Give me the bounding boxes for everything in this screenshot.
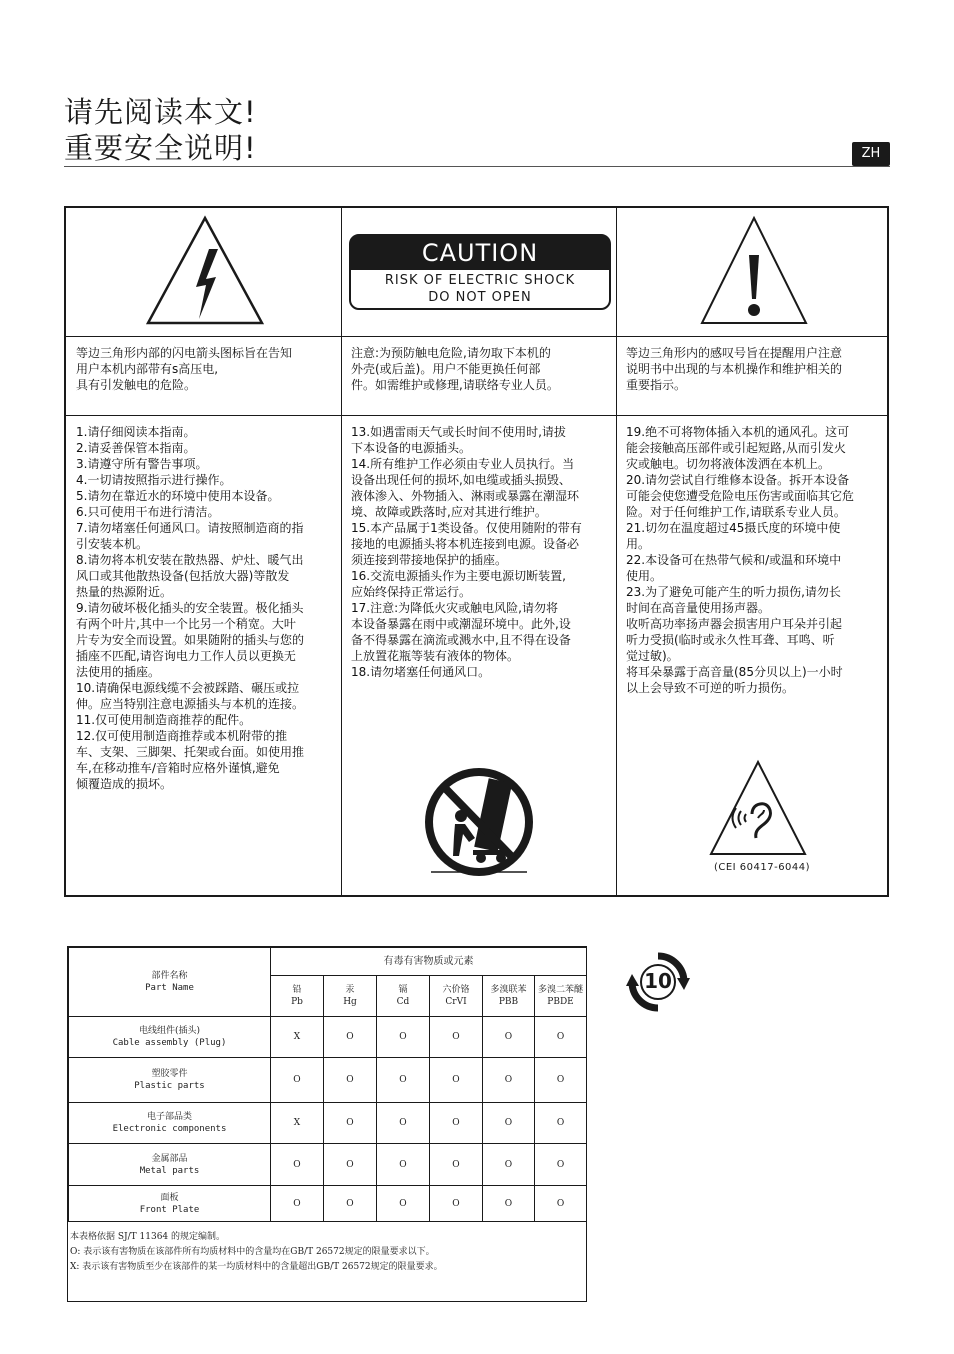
cart-tip-over-warning-icon bbox=[421, 766, 537, 882]
substance-value-cell: O bbox=[535, 1103, 587, 1144]
substance-value-cell: O bbox=[377, 1058, 430, 1103]
instruction-line: 5.请勿在靠近水的环境中使用本设备。 bbox=[76, 489, 280, 503]
instruction-line: 11.仅可使用制造商推荐的配件。 bbox=[76, 713, 252, 727]
instructions-column-2 bbox=[351, 424, 608, 680]
instruction-line: 13.如遇雷雨天气或长时间不使用时,请拔 bbox=[351, 425, 566, 439]
substance-value-cell: O bbox=[430, 1144, 483, 1186]
part-name-cell: 塑胶零件 Plastic parts bbox=[69, 1058, 271, 1103]
instruction-line: 收听高功率扬声器会损害用户耳朵并引起 bbox=[626, 617, 843, 631]
instruction-line: 伸。应当特别注意电源插头与本机的连接。 bbox=[76, 697, 305, 711]
substance-value-cell: O bbox=[271, 1144, 324, 1186]
instruction-line: 风口或其他散热设备(包括放大器)等散发 bbox=[76, 569, 290, 583]
substance-value-cell: O bbox=[324, 1186, 377, 1222]
instruction-line: 倾覆造成的损坏。 bbox=[76, 777, 173, 791]
substances-header: 有毒有害物质或元素 bbox=[271, 948, 587, 976]
title-line-1: 请先阅读本文! bbox=[64, 95, 257, 129]
instruction-line: 4.一切请按照指示进行操作。 bbox=[76, 473, 232, 487]
instruction-line: 18.请勿堵塞任何通风口。 bbox=[351, 665, 491, 679]
table-row bbox=[69, 1186, 587, 1222]
instruction-line: 接地的电源插头将本机连接到电源。设备必 bbox=[351, 537, 580, 551]
substance-value-cell: O bbox=[271, 1058, 324, 1103]
substance-value-cell: O bbox=[324, 1103, 377, 1144]
instruction-line: 须连接到带接地保护的插座。 bbox=[351, 553, 508, 567]
instruction-line: 17.注意:为降低火灾或触电风险,请勿将 bbox=[351, 601, 558, 615]
substance-header-cell: 多溴联苯 PBB bbox=[483, 976, 535, 1017]
instruction-line: 本设备暴露在雨中或潮湿环境中。此外,设 bbox=[351, 617, 571, 631]
table-row bbox=[69, 1017, 587, 1058]
page-title bbox=[64, 94, 257, 166]
instruction-line: 8.请勿将本机安装在散热器、炉灶、暖气出 bbox=[76, 553, 304, 567]
exclamation-warning-icon bbox=[699, 215, 809, 327]
part-name-cell: 金属部品 Metal parts bbox=[69, 1144, 271, 1186]
substance-value-cell: O bbox=[535, 1144, 587, 1186]
instruction-line: 6.只可使用干布进行清洁。 bbox=[76, 505, 220, 519]
title-divider bbox=[64, 166, 890, 167]
substance-value-cell: O bbox=[324, 1058, 377, 1103]
substance-value-cell: O bbox=[377, 1144, 430, 1186]
instruction-line: 灾或触电。切勿将液体泼洒在本机上。 bbox=[626, 457, 831, 471]
substance-value-cell: X bbox=[271, 1103, 324, 1144]
substance-value-cell: O bbox=[271, 1186, 324, 1222]
instruction-line: 19.绝不可将物体插入本机的通风孔。这可 bbox=[626, 425, 850, 439]
substance-header-cell: 汞 Hg bbox=[324, 976, 377, 1017]
grid-divider bbox=[66, 415, 887, 416]
substance-header-cell: 六价铬 CrVI bbox=[430, 976, 483, 1017]
instruction-line: 热量的热源附近。 bbox=[76, 585, 173, 599]
instruction-line: 以上会导致不可逆的听力损伤。 bbox=[626, 681, 795, 695]
table-row bbox=[69, 1058, 587, 1103]
substance-value-cell: O bbox=[535, 1186, 587, 1222]
instruction-line: 险。对于任何维护工作,请联系专业人员。 bbox=[626, 505, 846, 519]
instruction-line: 液体渗入、外物插入、淋雨或暴露在潮湿环 bbox=[351, 489, 580, 503]
instruction-line: 20.请勿尝试自行维修本设备。拆开本设备 bbox=[626, 473, 850, 487]
title-line-2: 重要安全说明! bbox=[64, 131, 257, 165]
instruction-line: 22.本设备可在热带气候和/或温和环境中 bbox=[626, 553, 842, 567]
instruction-line: 车、支架、三脚架、托架或台面。如使用推 bbox=[76, 745, 305, 759]
instruction-line: 16.交流电源插头作为主要电源切断装置, bbox=[351, 569, 566, 583]
substance-header-cell: 铅 Pb bbox=[271, 976, 324, 1017]
instruction-line: 使用。 bbox=[626, 569, 663, 583]
substance-value-cell: O bbox=[535, 1017, 587, 1058]
instruction-line: 23.为了避免可能产生的听力损伤,请勿长 bbox=[626, 585, 841, 599]
instruction-line: 时间在高音量使用扬声器。 bbox=[626, 601, 771, 615]
instruction-line: 用。 bbox=[626, 537, 651, 551]
instruction-line: 车,在移动推车/音箱时应格外谨慎,避免 bbox=[76, 761, 280, 775]
grid-divider bbox=[616, 208, 617, 895]
instruction-line: 插座不匹配,请咨询电力工作人员以更换无 bbox=[76, 649, 296, 663]
instruction-line: 2.请妥善保管本指南。 bbox=[76, 441, 196, 455]
epup-number: 10 bbox=[644, 969, 672, 993]
caution-subtitle-1: RISK OF ELECTRIC SHOCK bbox=[384, 273, 576, 288]
instruction-line: 14.所有维护工作必须由专业人员执行。当 bbox=[351, 457, 575, 471]
table-row bbox=[69, 1144, 587, 1186]
instruction-line: 3.请遵守所有警告事项。 bbox=[76, 457, 208, 471]
substance-value-cell: O bbox=[324, 1017, 377, 1058]
instruction-line: 境、故障或跌落时,应对其进行维护。 bbox=[351, 505, 547, 519]
caution-description: 注意:为预防触电危险,请勿取下本机的 外壳(或后盖)。用户不能更换任何部 件。如需维护或修理,请联络专业人员。 bbox=[351, 346, 559, 392]
substance-value-cell: O bbox=[483, 1103, 535, 1144]
grid-divider bbox=[341, 208, 342, 895]
lightning-description: 等边三角形内部的闪电箭头图标旨在告知 用户本机内部带有s高压电, 具有引发触电的危险。 bbox=[76, 346, 293, 392]
substance-header-cell: 镉 Cd bbox=[377, 976, 430, 1017]
table-row bbox=[69, 1103, 587, 1144]
instruction-line: 法使用的插座。 bbox=[76, 665, 161, 679]
substance-value-cell: O bbox=[430, 1103, 483, 1144]
instruction-line: 能会接触高压部件或引起短路,从而引发火 bbox=[626, 441, 846, 455]
substance-value-cell: O bbox=[377, 1186, 430, 1222]
instruction-line: 15.本产品属于1类设备。仅使用随附的带有 bbox=[351, 521, 582, 535]
instruction-line: 10.请确保电源线缆不会被踩踏、碾压或拉 bbox=[76, 681, 300, 695]
cei-standard-label: (CEI 60417-6044) bbox=[713, 862, 811, 873]
instruction-line: 可能会使您遭受危险电压伤害或面临其它危 bbox=[626, 489, 855, 503]
instruction-line: 觉过敏)。 bbox=[626, 649, 679, 663]
hearing-damage-warning-icon bbox=[708, 758, 808, 858]
environment-protection-use-period-logo bbox=[626, 952, 690, 1012]
caution-title: CAUTION bbox=[421, 239, 539, 267]
substance-value-cell: O bbox=[483, 1058, 535, 1103]
substance-header-cell: 多溴二苯醚 PBDE bbox=[535, 976, 587, 1017]
hazardous-substances-table bbox=[67, 946, 587, 1302]
instruction-line: 有两个叶片,其中一个比另一个稍宽。大叶 bbox=[76, 617, 296, 631]
instruction-line: 12.仅可使用制造商推荐或本机附带的推 bbox=[76, 729, 288, 743]
instruction-line: 引安装本机。 bbox=[76, 537, 149, 551]
instruction-line: 备不得暴露在滴流或溅水中,且不得在设备 bbox=[351, 633, 571, 647]
substance-value-cell: O bbox=[535, 1058, 587, 1103]
instruction-line: 将耳朵暴露于高音量(85分贝以上)一小时 bbox=[626, 665, 843, 679]
substance-value-cell: O bbox=[430, 1186, 483, 1222]
substance-value-cell: O bbox=[483, 1144, 535, 1186]
substance-value-cell: O bbox=[377, 1103, 430, 1144]
substance-value-cell: X bbox=[271, 1017, 324, 1058]
part-name-cell: 电线组件(插头) Cable assembly (Plug) bbox=[69, 1017, 271, 1058]
instruction-line: 应始终保持正常运行。 bbox=[351, 585, 472, 599]
instruction-line: 片专为安全而设置。如果随附的插头与您的 bbox=[76, 633, 305, 647]
instructions-column-1 bbox=[76, 424, 332, 792]
substance-value-cell: O bbox=[483, 1186, 535, 1222]
table-notes: 本表格依据 SJ/T 11364 的规定编制。 O: 表示该有害物质在该部件所有均质材料中的含量均在GB/T 26572规定的限量要求以下。 X: 表示该有害物质至少在该部件的某一均质材料中的含量超出GB/T 26572规定的限量要求。 bbox=[70, 1232, 443, 1272]
electric-shock-warning-icon bbox=[146, 215, 264, 327]
language-badge: ZH bbox=[852, 142, 890, 166]
substance-value-cell: O bbox=[483, 1017, 535, 1058]
exclamation-description: 等边三角形内的感叹号旨在提醒用户注意 说明书中出现的与本机操作和维护相关的 重要指示。 bbox=[626, 346, 843, 392]
instruction-line: 听力受损(临时或永久性耳聋、耳鸣、听 bbox=[626, 633, 835, 647]
caution-sign bbox=[349, 234, 611, 310]
instruction-line: 下本设备的电源插头。 bbox=[351, 441, 472, 455]
instruction-line: 设备出现任何的损坏,如电缆或插头损毁、 bbox=[351, 473, 571, 487]
substance-value-cell: O bbox=[324, 1144, 377, 1186]
instructions-column-3 bbox=[626, 424, 884, 696]
substance-value-cell: O bbox=[430, 1017, 483, 1058]
part-name-cell: 面板 Front Plate bbox=[69, 1186, 271, 1222]
instruction-line: 7.请勿堵塞任何通风口。请按照制造商的指 bbox=[76, 521, 304, 535]
grid-divider bbox=[66, 336, 887, 337]
instruction-line: 9.请勿破坏极化插头的安全装置。极化插头 bbox=[76, 601, 304, 615]
part-name-cell: 电子部品类 Electronic components bbox=[69, 1103, 271, 1144]
substance-value-cell: O bbox=[430, 1058, 483, 1103]
caution-subtitle-2: DO NOT OPEN bbox=[428, 290, 532, 305]
instruction-line: 1.请仔细阅读本指南。 bbox=[76, 425, 196, 439]
part-name-header: 部件名称 Part Name bbox=[69, 948, 271, 1017]
safety-grid bbox=[64, 206, 889, 897]
instruction-line: 21.切勿在温度超过45摄氏度的环境中使 bbox=[626, 521, 841, 535]
substance-value-cell: O bbox=[377, 1017, 430, 1058]
instruction-line: 上放置花瓶等装有液体的物体。 bbox=[351, 649, 520, 663]
